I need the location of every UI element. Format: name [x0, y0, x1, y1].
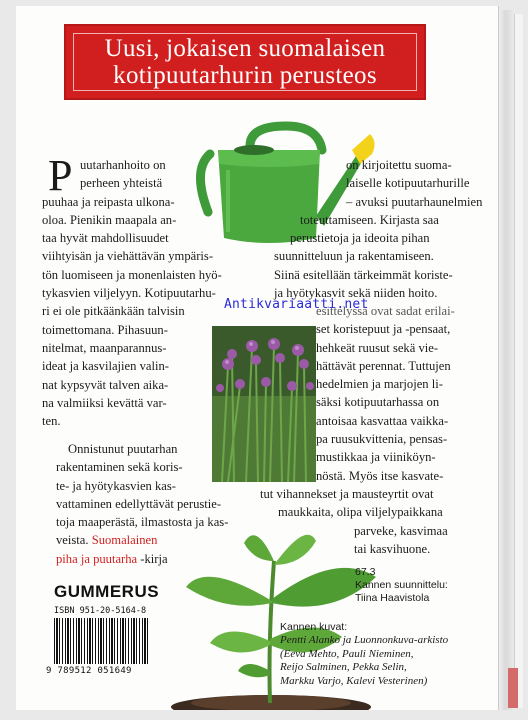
barcode	[54, 618, 150, 664]
text-line: puuhaa ja reipasta ulkona-	[42, 194, 175, 209]
book-page-edge	[514, 14, 523, 708]
text-line: nitelmat, maanparannus-	[42, 340, 167, 355]
text-line: ten.	[42, 414, 61, 429]
photo-credit-line: Markku Varjo, Kalevi Vesterinen)	[280, 674, 428, 687]
text-line: laiselle kotipuutarhurille	[346, 176, 470, 191]
text-line: na valmiiksi kevättä var-	[42, 395, 167, 410]
barcode-number: 9 789512 051649	[46, 666, 132, 676]
text-line: tykasvien viljelyyn. Kotipuutarhu-	[42, 286, 216, 301]
text-line: pa ruusukvittenia, pensas-	[316, 432, 448, 447]
book-title-highlight-1: Suomalainen	[91, 533, 158, 548]
photo-credit-line: Pentti Alanko ja Luonnonkuva-arkisto	[280, 634, 449, 646]
banner-line-1: Uusi, jokaisen suomalaisen	[104, 35, 386, 62]
left-column-text	[42, 156, 222, 430]
text-line: ja hyötykasvit sekä niiden hoito.	[274, 285, 438, 300]
text-line: toimettomana. Pihasuun-	[42, 322, 168, 337]
text-line: Onnistunut puutarhan	[68, 442, 178, 456]
text-line: on kirjoitettu suoma-	[346, 158, 452, 172]
text-line: te- ja hyötykasvien kas-	[56, 478, 176, 493]
text-line: suunnitteluun ja rakentamiseen.	[274, 249, 434, 264]
text-line: – avuksi puutarhaunelmien	[346, 194, 483, 209]
text-line: uutarhanhoito on	[80, 158, 166, 172]
red-page-tab	[508, 668, 518, 708]
text-line: rakentaminen sekä koris-	[56, 460, 183, 475]
right-column-top	[300, 156, 483, 229]
text-line: nat kypsyvät talven aika-	[42, 377, 169, 392]
text-line: vattaminen edellyttävät perustie-	[56, 496, 222, 511]
right-column-mid	[274, 229, 453, 302]
text-line: tai kasvihuone.	[354, 541, 431, 556]
banner-line-2: kotipuutarhurin perusteos	[113, 62, 377, 89]
text-line: säksi kotipuutarhassa on	[316, 395, 440, 410]
colophon	[355, 566, 448, 605]
text-line: maukkaita, olipa viljelypaikkana	[278, 505, 443, 520]
text-line: hättävät perennat. Tuttujen	[316, 358, 451, 373]
text-line: ideat ja kasvilajien valin-	[42, 359, 169, 374]
text-line: taa hyvät mahdollisuudet	[42, 231, 169, 246]
photos-label: Kannen kuvat:	[280, 621, 348, 633]
text-line: antoisaa kasvattaa vaikka-	[316, 413, 449, 428]
chives-photo	[212, 326, 316, 482]
title-banner	[64, 24, 426, 100]
text-line: perheen yhteistä	[80, 176, 163, 191]
text-line: esittelyssä ovat sadat erilai-	[316, 304, 455, 318]
text-line: nöstä. Myös itse kasvate-	[316, 468, 444, 483]
text-line: set koristepuut ja -pensaat,	[316, 322, 451, 337]
text-line: tut vihannekset ja mausteyrtit ovat	[260, 486, 434, 501]
text-line: oloa. Pienikin maapala an-	[42, 212, 177, 227]
text-line: Siinä esitellään tärkeimmät koriste-	[274, 267, 453, 282]
design-label: Kannen suunnittelu:	[355, 579, 448, 591]
text-line: hehkeät ruusut sekä vie-	[316, 340, 439, 355]
book-spine-edge	[498, 10, 515, 710]
text-line: toteuttamiseen. Kirjasta saa	[300, 212, 439, 227]
photo-credits	[280, 621, 448, 688]
text-line: ri ei ole pitkäänkään talvisin	[42, 304, 185, 319]
publisher-logo: GUMMERUS	[54, 582, 160, 601]
text-line: tön luomiseen ja monenlaisten hyö-	[42, 267, 222, 282]
text-line: hedelmien ja marjojen li-	[316, 377, 443, 392]
text-line: perustietoja ja ideoita pihan	[290, 231, 430, 245]
text-line-end: -kirja	[140, 551, 168, 566]
drop-cap-letter: P	[48, 151, 73, 200]
back-cover	[16, 6, 498, 710]
text-line: parveke, kasvimaa	[354, 523, 448, 538]
designer-name: Tiina Haavistola	[355, 592, 430, 604]
watermark-text: Antikvariaatti.net	[224, 297, 369, 312]
text-line-start: veista.	[56, 533, 89, 548]
book-title-highlight-2: piha ja puutarha	[56, 551, 138, 566]
photo-credit-line: (Eeva Mehto, Pauli Nieminen,	[280, 647, 414, 660]
isbn-text: ISBN 951-20-5164-8	[54, 606, 147, 616]
class-code: 67.3	[355, 566, 376, 578]
text-line: mustikkaa ja viiniköyn-	[316, 450, 436, 465]
photo-credit-line: Reijo Salminen, Pekka Selin,	[280, 661, 407, 673]
text-line: viihtyisän ja viehättävän ympäris-	[42, 249, 214, 264]
text-line: toja maaperästä, ilmastosta ja kas-	[56, 515, 229, 530]
title-banner-frame	[73, 33, 417, 91]
